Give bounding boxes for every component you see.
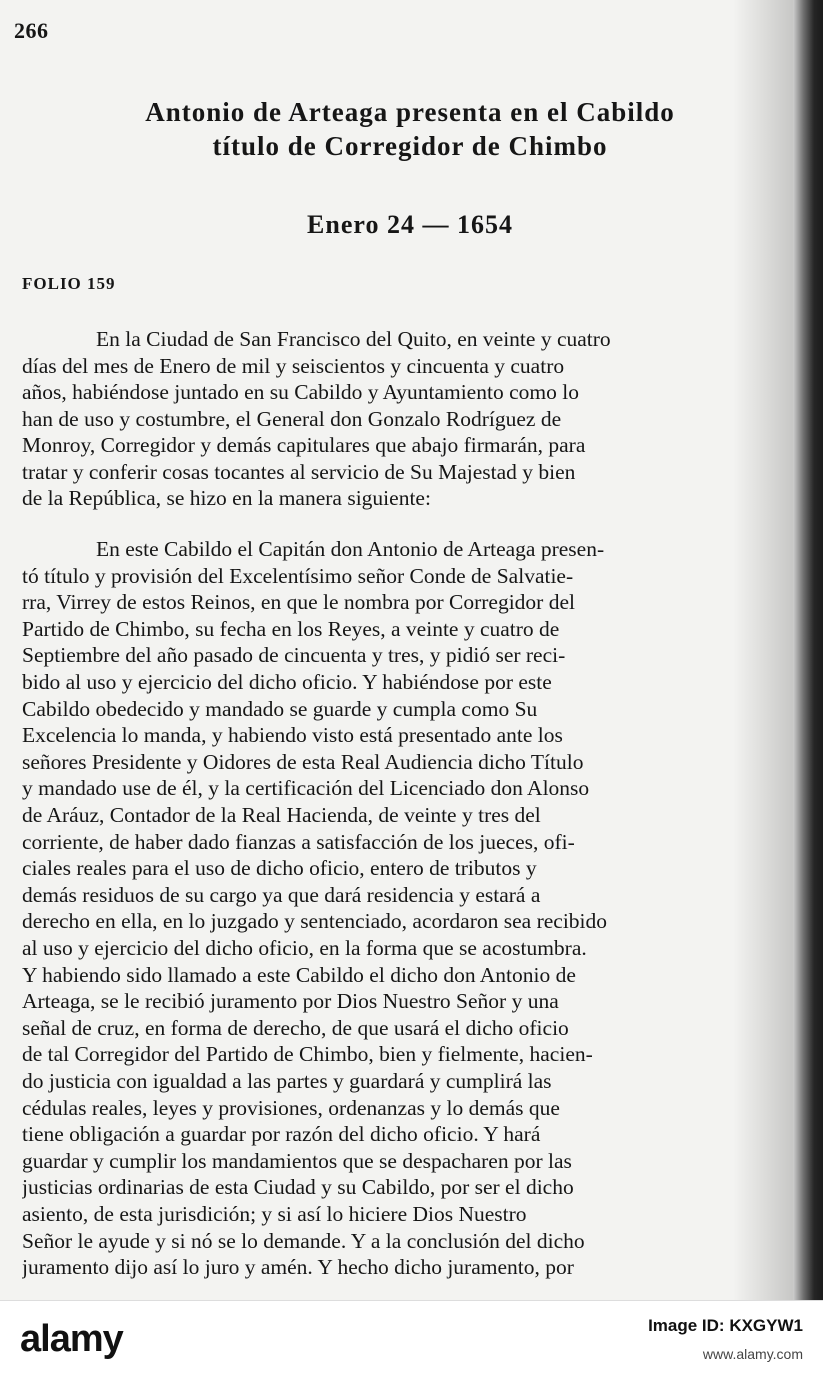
- image-id: Image ID: KXGYW1: [648, 1316, 803, 1335]
- text-line: de tal Corregidor del Partido de Chimbo, bien y fielmente, hacien-: [22, 1042, 593, 1067]
- text-line: bido al uso y ejercicio del dicho oficio. Y habiéndose por este: [22, 670, 552, 694]
- text-line: guardar y cumplir los mandamientos que se despacharen por las: [22, 1148, 572, 1173]
- text-line: de Aráuz, Contador de la Real Hacienda, de veinte y tres del: [22, 803, 541, 827]
- document-date: Enero 24 — 1654: [307, 210, 513, 239]
- text-line: tó título y provisión del Excelentísimo señor Conde de Salvatie-: [22, 563, 574, 588]
- text-line: días del mes de Enero de mil y seiscientos y cincuenta y cuatro: [22, 353, 565, 378]
- title-line-2: título de Corregidor de Chimbo: [212, 131, 608, 161]
- text-line: Monroy, Corregidor y demás capitulares que abajo firmarán, para: [22, 433, 586, 457]
- text-line: do justicia con igualdad a las partes y guardará y cumplirá las: [22, 1069, 552, 1093]
- text-line: juramento dijo así lo juro y amén. Y hecho dicho juramento, por: [22, 1255, 574, 1280]
- text-line: Cabildo obedecido y mandado se guarde y cumpla como Su: [22, 696, 538, 721]
- text-line: señal de cruz, en forma de derecho, de que usará el dicho oficio: [22, 1015, 569, 1040]
- text-line: rra, Virrey de estos Reinos, en que le nombra por Corregidor del: [22, 590, 575, 615]
- text-line: demás residuos de su cargo ya que dará residencia y estará a: [22, 882, 541, 907]
- title-line-1: Antonio de Arteaga presenta en el Cabildo: [145, 97, 675, 127]
- text-line: derecho en ella, en lo juzgado y sentenciado, acordaron sea recibido: [22, 909, 608, 934]
- text-line: Y habiendo sido llamado a este Cabildo el dicho don Antonio de: [22, 962, 576, 987]
- text-line: tiene obligación a guardar por razón del dicho oficio. Y hará: [22, 1122, 541, 1147]
- text-line: Excelencia lo manda, y habiendo visto está presentado ante los: [22, 723, 563, 748]
- text-line: asiento, de esta jurisdición; y si así lo hiciere Dios Nuestro: [22, 1202, 527, 1226]
- text-line: al uso y ejercicio del dicho oficio, en la forma que se acostumbra.: [22, 936, 587, 960]
- text-line: En la Ciudad de San Francisco del Quito, en veinte y cuatro: [96, 327, 611, 351]
- text-line: Señor le ayude y si nó se lo demande. Y a la conclusión del dicho: [22, 1228, 585, 1253]
- text-line: Arteaga, se le recibió juramento por Dios Nuestro Señor y una: [22, 989, 559, 1014]
- text-line: han de uso y costumbre, el General don Gonzalo Rodríguez de: [22, 406, 562, 431]
- text-line: años, habiéndose juntado en su Cabildo y Ayuntamiento como lo: [22, 380, 579, 404]
- text-line: Septiembre del año pasado de cincuenta y tres, y pidió ser reci-: [22, 643, 566, 668]
- text-line: señores Presidente y Oidores de esta Real Audiencia dicho Título: [22, 749, 584, 774]
- book-binding: [793, 0, 823, 1300]
- page-number: 266: [14, 18, 49, 43]
- text-line: de la República, se hizo en la manera siguiente:: [22, 486, 431, 510]
- text-line: justicias ordinarias de esta Ciudad y su Cabildo, por ser el dicho: [22, 1175, 574, 1200]
- text-line: cédulas reales, leyes y provisiones, ordenanzas y lo demás que: [22, 1095, 560, 1120]
- watermark-footer: [0, 1300, 823, 1391]
- text-line: y mandado use de él, y la certificación del Licenciado don Alonso: [22, 776, 590, 801]
- text-line: Partido de Chimbo, su fecha en los Reyes, a veinte y cuatro de: [22, 616, 560, 641]
- alamy-logo: alamy: [20, 1318, 123, 1360]
- text-line: En este Cabildo el Capitán don Antonio de Arteaga presen-: [96, 537, 605, 561]
- text-line: ciales reales para el uso de dicho oficio, entero de tributos y: [22, 856, 537, 881]
- site-url: www.alamy.com: [702, 1346, 803, 1362]
- text-line: corriente, de haber dado fianzas a satisfacción de los jueces, ofi-: [22, 829, 575, 854]
- text-line: tratar y conferir cosas tocantes al servicio de Su Majestad y bien: [22, 459, 576, 484]
- folio-label: FOLIO 159: [22, 274, 116, 293]
